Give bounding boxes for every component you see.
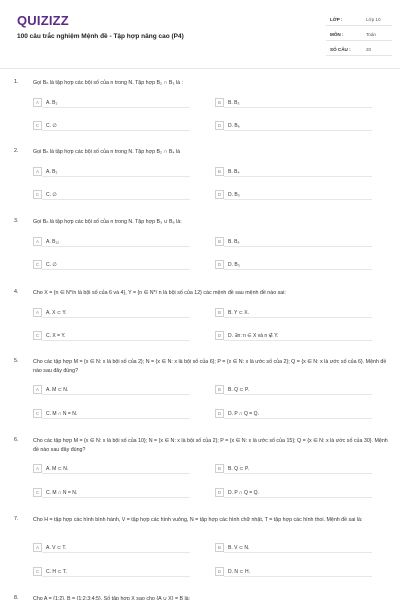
option-underline — [224, 473, 372, 474]
option-underline — [224, 317, 372, 318]
option-text: D. B₃ — [228, 262, 240, 268]
option-underline — [42, 576, 190, 577]
option-underline — [224, 199, 372, 200]
quizizz-logo: QUIZIZZ — [17, 13, 69, 28]
option-text: B. Y ⊂ X. — [228, 310, 249, 316]
option-underline — [224, 418, 372, 419]
option-text: D. P ∩ Q = Q. — [228, 490, 259, 496]
option-underline — [224, 497, 372, 498]
option-text: A. B₂ — [46, 100, 58, 106]
option-letter-box: B — [215, 167, 224, 176]
question-number: 1. — [14, 79, 19, 85]
option-letter-box: D — [215, 190, 224, 199]
header-divider — [0, 68, 400, 69]
question-text: Cho các tập hợp M = {x ∈ N: x là bội số của 2}; N = {x ∈ N: x là bội số của 6}; P = {x ∈ N: x là ước số của 2}; Q = {x ∈ N: x là ước số của 6}. Mệnh đề nào sau đây đúng? — [33, 359, 387, 374]
option-underline — [224, 130, 372, 131]
meta-label: LỚP : — [330, 17, 343, 22]
question-text: Cho H = tập hợp các hình bình hành, V = tập hợp các hình vuông, N = tập hợp các hình chữ nhật, T = tập hợp các hình thoi. Mệnh đề sai là: — [33, 517, 363, 523]
option-underline — [224, 176, 372, 177]
meta-value: Lớp 10 — [366, 17, 381, 22]
option-text: A. V ⊂ T. — [46, 545, 67, 551]
question-number: 5. — [14, 358, 19, 364]
question-number: 8. — [14, 595, 19, 600]
option-underline — [42, 107, 190, 108]
meta-value: 20 — [366, 47, 372, 52]
option-text: C. ∅ — [46, 262, 57, 268]
option-letter-box: A — [33, 98, 42, 107]
option-letter-box: D — [215, 331, 224, 340]
option-underline — [224, 394, 372, 395]
option-underline — [42, 199, 190, 200]
option-letter-box: D — [215, 121, 224, 130]
option-text: C. M ∩ N = N. — [46, 490, 78, 496]
option-underline — [42, 269, 190, 270]
option-letter-box: B — [215, 308, 224, 317]
option-letter-box: C — [33, 488, 42, 497]
option-letter-box: C — [33, 190, 42, 199]
option-letter-box: A — [33, 464, 42, 473]
option-text: B. Q ⊂ P. — [228, 387, 250, 393]
option-text: D. N ⊂ H. — [228, 569, 250, 575]
meta-value: Toán — [366, 32, 376, 37]
option-letter-box: B — [215, 385, 224, 394]
meta-label: SỐ CÂU : — [330, 47, 351, 52]
question-text: Cho A = {1;2}, B = {1;2;3;4;5}. Số tập hợp X sao cho {A ∪ X} = B là: — [33, 596, 191, 600]
option-letter-box: A — [33, 167, 42, 176]
option-letter-box: D — [215, 260, 224, 269]
option-text: C. M ∩ N = N. — [46, 411, 78, 417]
option-text: D. B₃ — [228, 192, 240, 198]
option-letter-box: C — [33, 331, 42, 340]
meta-label: MÔN : — [330, 32, 344, 37]
option-letter-box: A — [33, 308, 42, 317]
option-underline — [42, 130, 190, 131]
question-number: 2. — [14, 148, 19, 154]
option-underline — [42, 473, 190, 474]
worksheet-header — [0, 0, 400, 68]
meta-question-count — [326, 42, 392, 56]
option-text: D. ∃n: n ∈ X và n ∉ Y. — [228, 333, 279, 339]
meta-subject — [326, 27, 392, 41]
option-underline — [42, 246, 190, 247]
question-text: Cho X = {n ∈ N*/n là bội số của 6 và 4}, Y = {n ∈ N*/ n là bội số của 12} các mệnh đề sau mệnh đề nào sai: — [33, 290, 286, 296]
option-underline — [224, 246, 372, 247]
option-letter-box: B — [215, 237, 224, 246]
option-text: C. H ⊂ T. — [46, 569, 67, 575]
option-letter-box: D — [215, 409, 224, 418]
option-letter-box: A — [33, 385, 42, 394]
option-letter-box: B — [215, 543, 224, 552]
option-letter-box: D — [215, 567, 224, 576]
option-text: B. B₃ — [228, 100, 240, 106]
option-text: A. X ⊂ Y. — [46, 310, 67, 316]
option-underline — [42, 394, 190, 395]
option-letter-box: A — [33, 543, 42, 552]
question-text: Gọi Bₙ là tập hợp các bội số của n trong N. Tập hợp B₂ ∩ B₄ là — [33, 149, 181, 155]
option-letter-box: C — [33, 121, 42, 130]
option-text: B. B₆ — [228, 239, 240, 245]
option-underline — [224, 269, 372, 270]
option-text: A. B₁₂ — [46, 239, 60, 245]
option-underline — [42, 176, 190, 177]
option-underline — [224, 576, 372, 577]
option-text: C. X = Y. — [46, 333, 66, 339]
meta-grade — [326, 12, 392, 26]
option-text: D. P ∩ Q = Q. — [228, 411, 259, 417]
option-underline — [224, 107, 372, 108]
question-text: Cho các tập hợp M = {x ∈ N: x là bội số của 10}; N = {x ∈ N: x là bội số của 2}; P = {x ∈ N: x là ước số của 15}; Q = {x ∈ N: x là ước số của 30}. Mệnh đề nào sau đây đúng? — [33, 438, 388, 453]
option-text: C. ∅ — [46, 123, 57, 129]
option-underline — [42, 552, 190, 553]
option-text: A. M ⊂ N. — [46, 387, 69, 393]
option-underline — [224, 552, 372, 553]
option-underline — [42, 340, 190, 341]
option-letter-box: D — [215, 488, 224, 497]
option-underline — [42, 418, 190, 419]
option-text: A. B₂ — [46, 169, 58, 175]
question-text: Gọi Bₙ là tập hợp các bội số của n trong N. Tập hợp B₂ ∩ B₃ là : — [33, 80, 184, 86]
question-number: 3. — [14, 218, 19, 224]
question-number: 6. — [14, 437, 19, 443]
option-underline — [224, 340, 372, 341]
option-text: B. V ⊂ N. — [228, 545, 250, 551]
option-letter-box: A — [33, 237, 42, 246]
option-letter-box: B — [215, 98, 224, 107]
option-text: B. Q ⊂ P. — [228, 466, 250, 472]
option-text: A. M ⊂ N. — [46, 466, 69, 472]
option-letter-box: C — [33, 260, 42, 269]
option-letter-box: B — [215, 464, 224, 473]
option-underline — [42, 317, 190, 318]
option-text: D. B₆ — [228, 123, 240, 129]
worksheet-title: 100 câu trắc nghiệm Mệnh đề - Tập hợp nâng cao (P4) — [17, 33, 184, 40]
option-letter-box: C — [33, 567, 42, 576]
option-text: C. ∅ — [46, 192, 57, 198]
option-letter-box: C — [33, 409, 42, 418]
option-underline — [42, 497, 190, 498]
question-number: 4. — [14, 289, 19, 295]
question-text: Gọi Bₙ là tập hợp các bội số của n trong N. Tập hợp B₃ ∪ B₆ là: — [33, 219, 182, 225]
option-text: B. B₄ — [228, 169, 240, 175]
question-number: 7. — [14, 516, 19, 522]
